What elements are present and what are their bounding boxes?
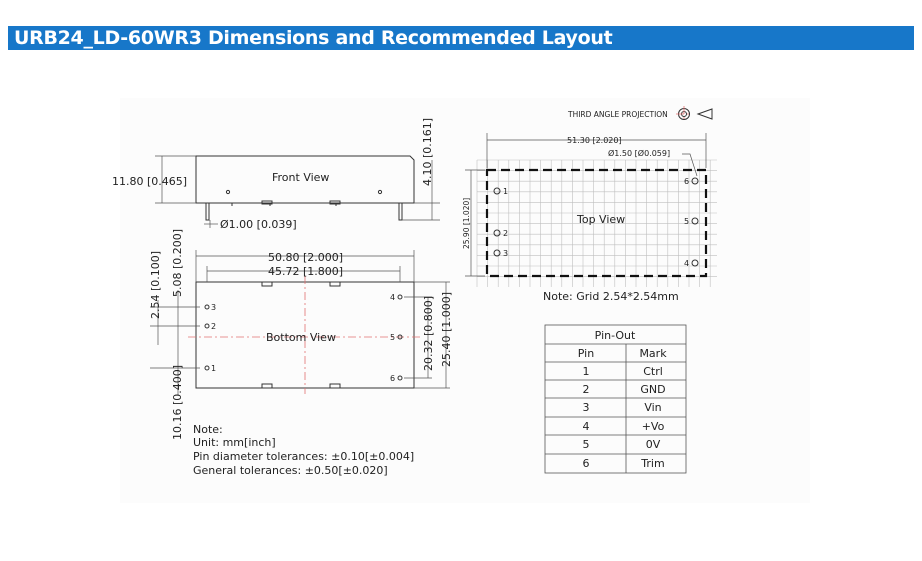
front-view-label: Front View (272, 171, 330, 184)
top-pin-1-label: 1 (503, 187, 509, 196)
pinout-row-1-pin: 1 (582, 365, 590, 378)
pinout-row-1-mark: Ctrl (643, 365, 663, 378)
dim-2-54: 2.54 [0.100] (149, 250, 162, 319)
pinout-row-4-pin: 4 (582, 420, 590, 433)
top-pin-2-label: 2 (503, 229, 509, 238)
pinout-row-2-mark: GND (640, 383, 666, 396)
bottom-pin-6-label: 6 (390, 374, 396, 383)
pinout-row-3-pin: 3 (582, 401, 590, 414)
top-pin-5-label: 5 (684, 217, 690, 226)
pinout-title: Pin-Out (594, 329, 636, 342)
dim-25-40: 25.40 [1.000] (440, 291, 453, 367)
pin-diameter-dim: Ø1.00 [0.039] (220, 218, 297, 231)
bottom-width-dim: 50.80 [2.000] (268, 251, 344, 264)
top-view-label: Top View (577, 213, 626, 226)
pinout-row-5-pin: 5 (582, 438, 590, 451)
dim-10-16: 10.16 [0.400] (171, 364, 184, 440)
pinout-header-pin: Pin (577, 347, 595, 360)
top-pin-6-label: 6 (684, 177, 690, 186)
bottom-pin-3-label: 3 (211, 303, 217, 312)
top-pin-4-label: 4 (684, 259, 690, 268)
pinout-row-6-pin: 6 (582, 457, 590, 470)
bottom-pin-4-label: 4 (390, 293, 396, 302)
pinout-row-6-mark: Trim (641, 457, 665, 470)
page-title: URB24_LD-60WR3 Dimensions and Recommended Layout (14, 27, 613, 49)
pinout-row-2-pin: 2 (582, 383, 590, 396)
bottom-pin-span-dim: 45.72 [1.800] (268, 265, 344, 278)
front-height-dim: 11.80 [0.465] (112, 175, 188, 188)
top-width-dim: 51.30 [2.020] (567, 136, 622, 145)
pinout-row-4-mark: +Vo (641, 420, 665, 433)
top-pin-3-label: 3 (503, 249, 509, 258)
projection-symbol-icon (676, 106, 712, 122)
bottom-view-label: Bottom View (266, 331, 336, 344)
bottom-pin-2-label: 2 (211, 322, 217, 331)
note-pin-tolerance: Pin diameter tolerances: ±0.10[±0.004] (193, 450, 415, 463)
bottom-pin-1-label: 1 (211, 364, 217, 373)
grid-note: Note: Grid 2.54*2.54mm (543, 290, 679, 303)
front-view (155, 156, 440, 228)
pinout-row-5-mark: 0V (645, 438, 661, 451)
top-height-dim: 25.90 [1.020] (462, 197, 471, 249)
bottom-pin-5-label: 5 (390, 333, 396, 342)
projection-label: THIRD ANGLE PROJECTION (568, 110, 668, 119)
front-pin-length-dim: 4.10 [0.161] (421, 117, 434, 186)
note-unit: Unit: mm[inch] (193, 436, 276, 449)
hole-diameter-dim: Ø1.50 [Ø0.059] (608, 149, 671, 158)
dim-5-08: 5.08 [0.200] (171, 228, 184, 297)
pinout-row-3-mark: Vin (644, 401, 662, 414)
note-general-tolerance: General tolerances: ±0.50[±0.020] (193, 464, 388, 477)
notes-heading: Note: (193, 423, 223, 436)
dim-20-32: 20.32 [0.800] (422, 295, 435, 371)
pinout-header-mark: Mark (639, 347, 667, 360)
